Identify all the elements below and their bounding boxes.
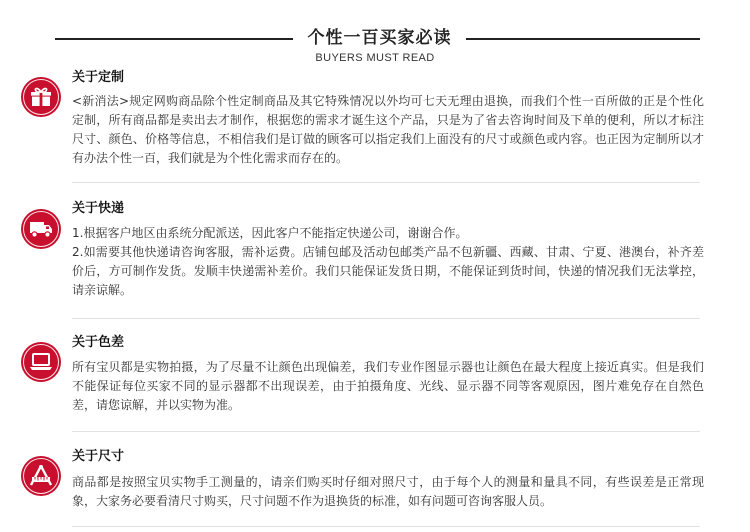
section-body bbox=[72, 92, 704, 168]
header-rule-right bbox=[466, 38, 700, 40]
section-title: 关于快递 bbox=[72, 201, 125, 216]
section-title: 关于定制 bbox=[72, 70, 125, 85]
section-paragraph: 1.根据客户地区由系统分配派送，因此客户不能指定快递公司，谢谢合作。 bbox=[72, 226, 468, 240]
section-body bbox=[72, 224, 704, 300]
section-divider bbox=[72, 182, 700, 183]
page-title: 个性一百买家必读 bbox=[307, 28, 452, 48]
section-paragraph: 商品都是按照宝贝实物手工测量的，请亲们购买时仔细对照尺寸，由于每个人的测量和量具不同，有些误差是正常现象，大家务必要看清尺寸购买，尺寸问题不作为退换货的标准，如有问题可咨询客服人员。 bbox=[72, 475, 704, 508]
gift-icon bbox=[21, 77, 61, 117]
section-title: 关于尺寸 bbox=[72, 449, 125, 464]
delivery-truck-icon bbox=[21, 209, 61, 249]
header bbox=[0, 0, 750, 72]
laptop-icon bbox=[21, 342, 61, 382]
section-divider bbox=[72, 318, 700, 319]
section-paragraph: <新消法>规定网购商品除个性定制商品及其它特殊情况以外均可七天无理由退换，而我们个性一百所做的正是个性化定制，所有商品都是卖出去才制作，根据您的需求才诞生这个产品，只是为了省去咨询时间及下单的便利，所以才标注尺寸、颜色、价格等信息，不相信我们是订做的顾客可以指定我们上面没有的尺寸或颜色或内容。也正因为定制所以才有办法个性一百，我们就是为个性化需求而存在的。 bbox=[72, 94, 704, 165]
section-divider bbox=[72, 431, 700, 432]
ruler-icon bbox=[21, 456, 61, 496]
section-divider bbox=[72, 526, 700, 527]
section-body bbox=[72, 358, 704, 415]
section-paragraph: 所有宝贝都是实物拍摄，为了尽量不让颜色出现偏差，我们专业作图显示器也让颜色在最大程度上接近真实。但是我们不能保证每位买家不同的显示器都不出现误差，由于拍摄角度、光线、显示器不同等客观原因，图片难免存在自然色差，请您谅解，并以实物为准。 bbox=[72, 360, 704, 412]
section-title: 关于色差 bbox=[72, 335, 125, 350]
section-paragraph: 2.如需要其他快递请咨询客服，需补运费。店铺包邮及活动包邮类产品不包新疆、西藏、甘肃、宁夏、港澳台，补齐差价后，方可制作发货。发顺丰快递需补差价。我们只能保证发货日期，不能保证到货时间，快递的情况我们无法掌控，请亲谅解。 bbox=[72, 245, 704, 297]
header-rule-left bbox=[55, 38, 293, 40]
page-subtitle: BUYERS MUST READ bbox=[315, 52, 435, 64]
section-body bbox=[72, 473, 704, 511]
